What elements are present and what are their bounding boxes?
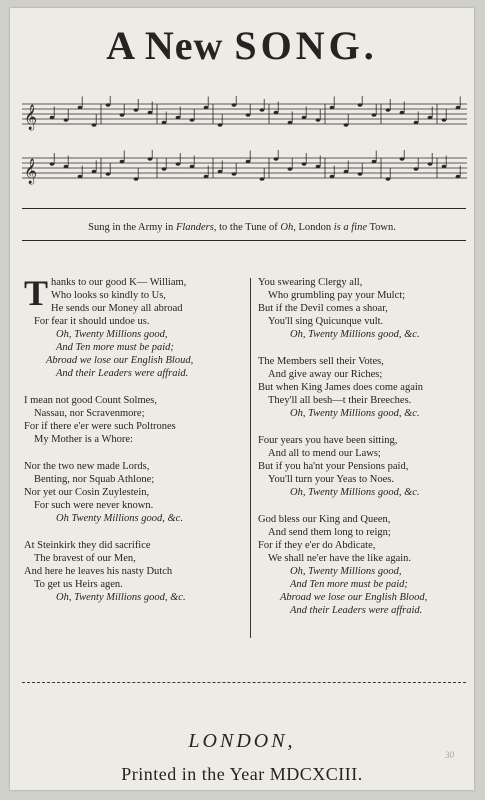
verse-text: And send them long to reign; (268, 527, 391, 538)
verse-line (24, 394, 252, 407)
verse-text: I mean not good Count Solmes, (24, 395, 157, 406)
page-title (10, 22, 474, 69)
verse-text: To get us Heirs agen. (34, 579, 123, 590)
drop-cap: T (24, 273, 49, 313)
verse-text: Abroad we lose our English Blood, (280, 592, 428, 603)
verse-line (24, 512, 252, 525)
verse-line (258, 539, 472, 552)
verse-text: Oh, Twenty Millions good, (290, 566, 402, 577)
verse-line (258, 565, 472, 578)
verse-text: And Ten more must be paid; (290, 579, 408, 590)
subtitle (10, 222, 474, 233)
verse-column-left (24, 273, 252, 618)
verse-text: You'll turn your Yeas to Noes. (268, 474, 394, 485)
subtitle-place: Flanders (175, 222, 214, 233)
verse-line (258, 578, 472, 591)
verse-text: You'll sing Quicunque vult. (268, 316, 384, 327)
verse-line (24, 591, 252, 604)
stanza (24, 460, 252, 525)
rule-footer (22, 682, 466, 683)
verse-line (258, 381, 472, 394)
verse-text: He sends our Money all abroad (51, 303, 183, 314)
verse-text: Who looks so kindly to Us, (51, 290, 166, 301)
verse-line (258, 473, 472, 486)
verse-line (258, 552, 472, 565)
verse-line (258, 591, 472, 604)
verse-text: Four years you have been sitting, (258, 435, 398, 446)
verse-text: Nor the two new made Lords, (24, 461, 150, 472)
subtitle-middle: , to the Tune of (213, 222, 281, 233)
verse-column-right (258, 276, 472, 631)
verse-line (258, 513, 472, 526)
verse-text: Oh, Twenty Millions good, (56, 329, 168, 340)
imprint-year: Printed in the Year MDCXCIII. (121, 764, 363, 784)
verse-line (258, 604, 472, 617)
verse-line (24, 565, 252, 578)
music-staff-1 (22, 96, 467, 134)
verse-line (258, 447, 472, 460)
verse-line (258, 434, 472, 447)
rule-top (22, 208, 466, 209)
verse-text: You swearing Clergy all, (258, 277, 363, 288)
verse-text: Nor yet our Cosin Zuylestein, (24, 487, 150, 498)
verse-line (258, 289, 472, 302)
rule-bottom (22, 240, 466, 241)
stanza (24, 394, 252, 446)
music-staff-2 (22, 150, 467, 188)
verse-text: And their Leaders were affraid. (290, 605, 423, 616)
verse-text: But if you ha'nt your Pensions paid, (258, 461, 409, 472)
verse-text: And Ten more must be paid; (56, 342, 174, 353)
verse-text: For if there e'er were such Poltrones (24, 421, 176, 432)
verse-text: For such were never known. (34, 500, 154, 511)
stanza (258, 355, 472, 420)
verse-line (24, 328, 252, 341)
stanza (258, 434, 472, 499)
stanza (258, 513, 472, 617)
verse-line (258, 315, 472, 328)
subtitle-tune-fine: is a fine (333, 222, 368, 233)
treble-clef-icon: 𝄞 (24, 159, 38, 184)
subtitle-tune-london: , London (293, 222, 334, 233)
column-divider (250, 278, 251, 638)
verse-text: The Members sell their Votes, (258, 356, 384, 367)
verse-line (258, 302, 472, 315)
verse-text: God bless our King and Queen, (258, 514, 391, 525)
verse-line (258, 368, 472, 381)
verse-text: At Steinkirk they did sacrifice (24, 540, 151, 551)
verse-text: Oh, Twenty Millions good, &c. (56, 592, 186, 603)
verse-line (24, 539, 252, 552)
verse-line (24, 289, 252, 302)
verse-line (258, 276, 472, 289)
verse-line (24, 354, 252, 367)
verse-text: And give away our Riches; (268, 369, 383, 380)
verse-text: Benting, nor Squab Athlone; (34, 474, 155, 485)
broadside-sheet (10, 8, 474, 790)
verse-text: Who grumbling pay your Mulct; (268, 290, 406, 301)
verse-line (258, 394, 472, 407)
verse-text: My Mother is a Whore: (34, 434, 133, 445)
verse-line (258, 526, 472, 539)
verse-line (24, 578, 252, 591)
verse-line (24, 552, 252, 565)
verse-line (258, 355, 472, 368)
verse-line (24, 486, 252, 499)
verse-text: But if the Devil comes a shoar, (258, 303, 388, 314)
verse-line (24, 499, 252, 512)
subtitle-prefix: Sung in the Army in (88, 222, 176, 233)
subtitle-tune-town: Town. (367, 222, 396, 233)
verse-text: But when King James does come again (258, 382, 424, 393)
verse-line (258, 486, 472, 499)
title-part1: A New (106, 23, 235, 68)
verse-text: For if they e'er do Abdicate, (258, 540, 376, 551)
verse-line (24, 433, 252, 446)
verse-text: For fear it should undoe us. (34, 316, 150, 327)
verse-line (24, 407, 252, 420)
verse-line (258, 328, 472, 341)
verse-line (24, 302, 252, 315)
verse-text: Nassau, nor Scravenmore; (34, 408, 145, 419)
pencil-annotation: 30 (445, 750, 454, 760)
treble-clef-icon: 𝄞 (24, 105, 38, 130)
verse-text: Oh Twenty Millions good, &c. (56, 513, 183, 524)
verse-line (24, 473, 252, 486)
verse-text: And all to mend our Laws; (268, 448, 381, 459)
verse-line (258, 407, 472, 420)
verse-line (258, 460, 472, 473)
verse-text: We shall ne'er have the like again. (268, 553, 412, 564)
verse-line (24, 367, 252, 380)
title-part2: SONG. (234, 23, 378, 68)
verse-text: hanks to our good K— William, (51, 277, 187, 288)
verse-line (24, 341, 252, 354)
verse-text: The bravest of our Men, (34, 553, 136, 564)
verse-text: Oh, Twenty Millions good, &c. (290, 408, 420, 419)
stanza (24, 273, 252, 380)
verse-text: And their Leaders were affraid. (56, 368, 189, 379)
subtitle-tune-oh: Oh (280, 222, 294, 233)
imprint-city: LONDON, (188, 730, 296, 752)
verse-line (24, 420, 252, 433)
verse-text: And here he leaves his nasty Dutch (24, 566, 173, 577)
verse-line (24, 315, 252, 328)
stanza (24, 539, 252, 604)
verse-text: Oh, Twenty Millions good, &c. (290, 329, 420, 340)
stanza (258, 276, 472, 341)
verse-line (24, 460, 252, 473)
verse-text: Abroad we lose our English Bloud, (46, 355, 194, 366)
verse-text: They'll all besh—t their Breeches. (268, 395, 412, 406)
verse-text: Oh, Twenty Millions good, &c. (290, 487, 420, 498)
